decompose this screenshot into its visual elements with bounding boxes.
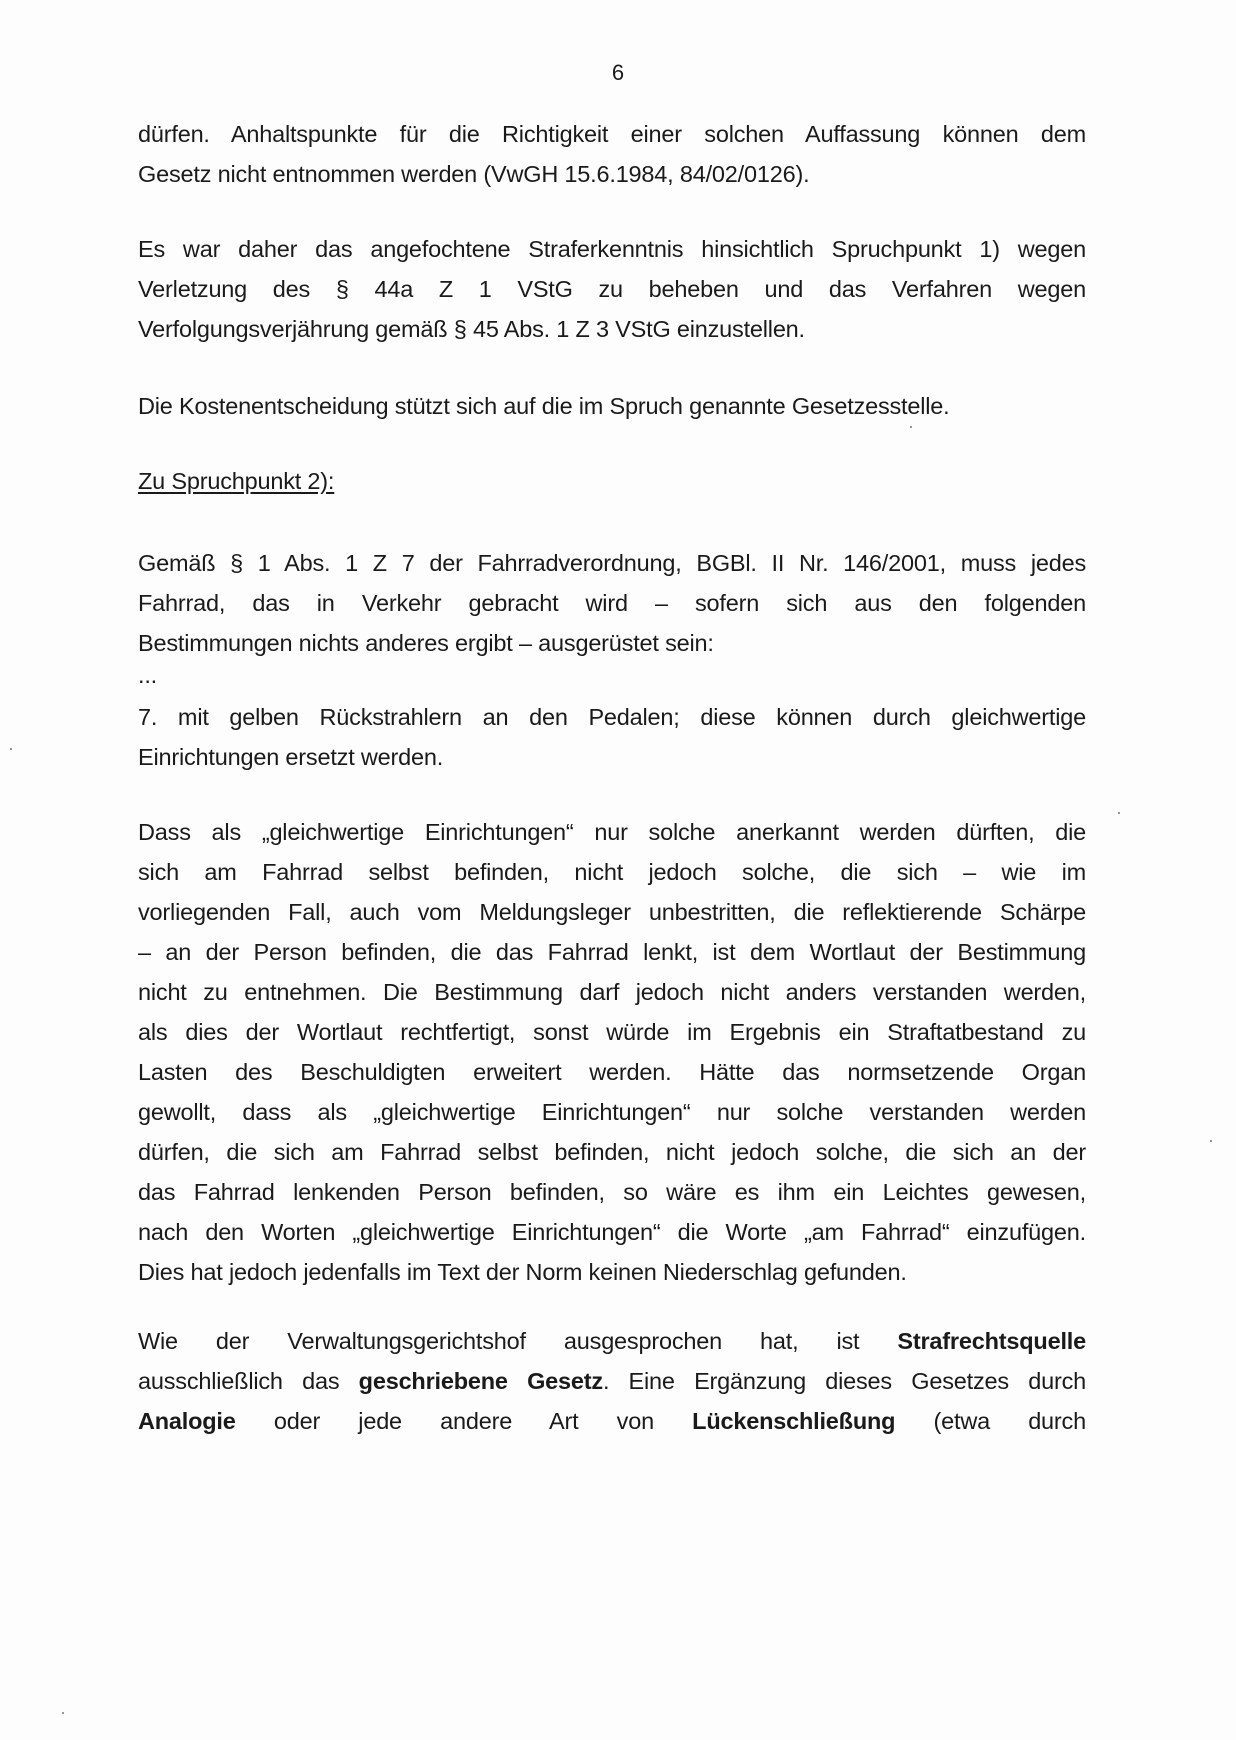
text-line: Fahrrad, das in Verkehr gebracht wird – sofern sich aus den folgenden <box>138 590 1086 616</box>
text-line: als dies der Wortlaut rechtfertigt, sonst würde im Ergebnis ein Straftatbestand zu <box>138 1019 1086 1045</box>
text-line: nach den Worten „gleichwertige Einrichtungen“ die Worte „am Fahrrad“ einzufügen. <box>138 1219 1086 1245</box>
text-line: Einrichtungen ersetzt werden. <box>138 744 444 770</box>
text-line: Bestimmungen nichts anderes ergibt – ausgerüstet sein: <box>138 630 714 656</box>
text-line <box>138 1361 1086 1401</box>
text-line: gewollt, dass als „gleichwertige Einrichtungen“ nur solche verstanden werden <box>138 1099 1086 1125</box>
text-line <box>138 1401 1086 1441</box>
scan-speck <box>1210 1140 1212 1142</box>
paragraph-regulation <box>138 543 1086 663</box>
text-run: . Eine Ergänzung dieses Gesetzes durch <box>602 1368 1086 1394</box>
text-line: nicht zu entnehmen. Die Bestimmung darf jedoch nicht anders verstanden werden, <box>138 979 1086 1005</box>
bold-term: Analogie <box>138 1408 236 1434</box>
section-heading <box>138 461 1086 501</box>
paragraph-argument <box>138 812 1086 1292</box>
text-line: Die Kostenentscheidung stützt sich auf die im Spruch genannte Gesetzesstelle. <box>138 393 950 419</box>
page-number: 6 <box>611 60 625 85</box>
text-run: (etwa durch <box>933 1408 1086 1434</box>
text-line: Verletzung des § 44a Z 1 VStG zu beheben und das Verfahren wegen <box>138 276 1086 302</box>
scan-speck <box>910 426 912 428</box>
text-run: ausschließlich das <box>138 1368 340 1394</box>
text-line: Verfolgungsverjährung gemäß § 45 Abs. 1 Z 3 VStG einzustellen. <box>138 316 805 342</box>
text-line: Dies hat jedoch jedenfalls im Text der Norm keinen Niederschlag gefunden. <box>138 1259 907 1285</box>
paragraph-continuation <box>138 114 1086 194</box>
paragraph-costs <box>138 386 1086 426</box>
paragraph-legal-source <box>138 1321 1086 1441</box>
scan-speck <box>1118 812 1120 814</box>
text-line: Es war daher das angefochtene Straferkenntnis hinsichtlich Spruchpunkt 1) wegen <box>138 236 1086 262</box>
bold-term: Strafrechtsquelle <box>897 1328 1086 1354</box>
text-run: oder jede andere Art von <box>273 1408 654 1434</box>
heading-text: Zu Spruchpunkt 2): <box>138 468 335 494</box>
bold-term: geschriebene Gesetz <box>358 1368 603 1394</box>
text-line: Gesetz nicht entnommen werden (VwGH 15.6.1984, 84/02/0126). <box>138 161 810 187</box>
text-line: Gemäß § 1 Abs. 1 Z 7 der Fahrradverordnung, BGBl. II Nr. 146/2001, muss jedes <box>138 550 1086 576</box>
scan-speck <box>62 1712 64 1714</box>
text-line <box>138 1321 1086 1361</box>
text-line: Lasten des Beschuldigten erweitert werden. Hätte das normsetzende Organ <box>138 1059 1086 1085</box>
text-run: Wie der Verwaltungsgerichtshof ausgesprochen hat, ist <box>138 1328 860 1354</box>
text-line: das Fahrrad lenkenden Person befinden, so wäre es ihm ein Leichtes gewesen, <box>138 1179 1086 1205</box>
text-line: vorliegenden Fall, auch vom Meldungsleger unbestritten, die reflektierende Schärpe <box>138 899 1086 925</box>
paragraph-item-7 <box>138 697 1086 777</box>
text-line: – an der Person befinden, die das Fahrrad lenkt, ist dem Wortlaut der Bestimmung <box>138 939 1086 965</box>
ellipsis <box>138 655 1086 695</box>
text-line: dürfen. Anhaltspunkte für die Richtigkeit einer solchen Auffassung können dem <box>138 121 1086 147</box>
text-line: sich am Fahrrad selbst befinden, nicht jedoch solche, die sich – wie im <box>138 859 1086 885</box>
ellipsis-text: ... <box>138 662 157 688</box>
text-line: 7. mit gelben Rückstrahlern an den Pedalen; diese können durch gleichwertige <box>138 704 1086 730</box>
scan-speck <box>10 748 12 750</box>
text-line: dürfen, die sich am Fahrrad selbst befinden, nicht jedoch solche, die sich an der <box>138 1139 1086 1165</box>
paragraph-annulment <box>138 229 1086 349</box>
text-line: Dass als „gleichwertige Einrichtungen“ nur solche anerkannt werden dürften, die <box>138 819 1086 845</box>
bold-term: Lückenschließung <box>692 1408 896 1434</box>
